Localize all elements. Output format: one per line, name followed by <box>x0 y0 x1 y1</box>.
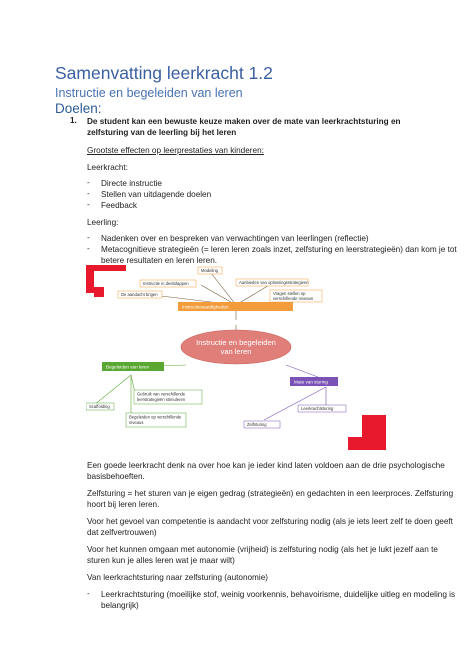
list-dash: - <box>87 178 90 187</box>
guide-levels-label-2: niveaus <box>129 420 144 425</box>
use-strategies-label-1: Gebruik van verschillende <box>137 391 186 397</box>
list-dash: - <box>87 589 90 598</box>
document-subtitle: Instructie en begeleiden van leren <box>55 86 243 100</box>
teacher-item: Directe instructie <box>101 179 162 188</box>
instruction-node-label: Instructievaardigheden <box>182 304 229 310</box>
paragraph-4-line-1: Voor het kunnen omgaan met autonomie (vrijheid) is zelfsturing nodig (als het je lukt jezelf aan te <box>87 545 438 554</box>
goal-number: 1. <box>70 116 77 125</box>
mindmap-image <box>86 265 386 450</box>
list-dash: - <box>87 233 90 242</box>
paragraph-3-line-2: dat zelfvertrouwen) <box>87 528 157 537</box>
paragraph-4-line-2: sturen kun je alles leren wat je maar wilt) <box>87 556 235 565</box>
steps-node-label: Instructie in deeltdappen <box>143 281 189 286</box>
red-decoration <box>86 265 126 271</box>
student-item: Nadenken over en bespreken van verwachtingen van leerlingen (reflectie) <box>101 234 369 243</box>
section-heading: Doelen: <box>55 101 102 116</box>
paragraph-1-line-2: basisbehoeften. <box>87 472 145 481</box>
teacher-item: Stellen van uitdagende doelen <box>101 190 212 199</box>
list-dash: - <box>87 244 90 253</box>
self-steering-label: Zelfsturing <box>247 422 267 427</box>
levels-node-label-1: Vragen stellen op <box>273 291 306 296</box>
paragraph-5: Van leerkrachtsturing naar zelfsturing (autonomie) <box>87 573 268 582</box>
red-decoration <box>348 437 362 450</box>
red-decoration <box>362 415 386 450</box>
paragraph-1-line-1: Een goede leerkracht denk na over hoe kan je ieder kind laten voldoen aan de drie psychologische <box>87 461 445 470</box>
student-item-continued: betere resultaten en leren leren. <box>101 256 218 265</box>
red-decoration <box>94 287 104 297</box>
steering-node-label: Mate van sturing <box>294 379 328 385</box>
paragraph-2-line-2: hoort bij leren leren. <box>87 500 160 509</box>
goal-line-1: De student kan een bewuste keuze maken over de mate van leerkrachtsturing en <box>87 117 401 126</box>
effects-heading: Grootste effecten op leerprestaties van kinderen: <box>87 146 264 155</box>
last-item-line-1: Leerkrachtsturing (moeilijke stof, weinig voorkennis, behavoirisme, duidelijke uitleg en modeling is <box>101 590 456 599</box>
modeling-node-label: Modeling <box>201 268 218 273</box>
goal-line-2: zelfsturing van de leerling bij het leren <box>87 128 237 137</box>
center-node-label-2: van leren <box>220 347 252 356</box>
teacher-item: Feedback <box>101 201 137 210</box>
paragraph-2-line-1: Zelfsturing = het sturen van je eigen gedrag (strategieën) en gedachten in een leerproces. Zelfsturing <box>87 489 454 498</box>
teacher-label: Leerkracht: <box>87 163 128 172</box>
list-dash: - <box>87 189 90 198</box>
scaffolding-node-label: Scaffolding <box>89 404 110 409</box>
red-decoration <box>86 271 94 293</box>
levels-node-label-2: verschillende niveaus <box>273 296 314 301</box>
strategies-node-label: Aanbieden van oplossingsstrategieen <box>239 280 309 285</box>
use-strategies-label-2: leerstrategieën stimuleren <box>137 397 186 402</box>
guide-levels-label-1: Begeleiden op verschillende <box>129 414 182 420</box>
last-item-line-2: belangrijk) <box>101 601 139 610</box>
teacher-steering-label: Leerkrachtsturing <box>301 406 334 411</box>
student-label: Leerling: <box>87 218 119 227</box>
center-node-label-1: Instructie en begeleiden <box>196 338 276 347</box>
list-dash: - <box>87 200 90 209</box>
prior-node-label: De aandacht brigen <box>121 292 158 297</box>
document-title: Samenvatting leerkracht 1.2 <box>55 63 273 83</box>
guidance-node-label: Begeleiden van leren <box>106 364 150 370</box>
student-item: Metacognitieve strategieën (= leren leren zoals inzet, zelfsturing en leerstrategieën) dan kom je tot <box>101 245 457 254</box>
paragraph-3-line-1: Voor het gevoel van competentie is aandacht voor zelfsturing nodig (als je iets leert zelf te doen geeft <box>87 517 453 526</box>
